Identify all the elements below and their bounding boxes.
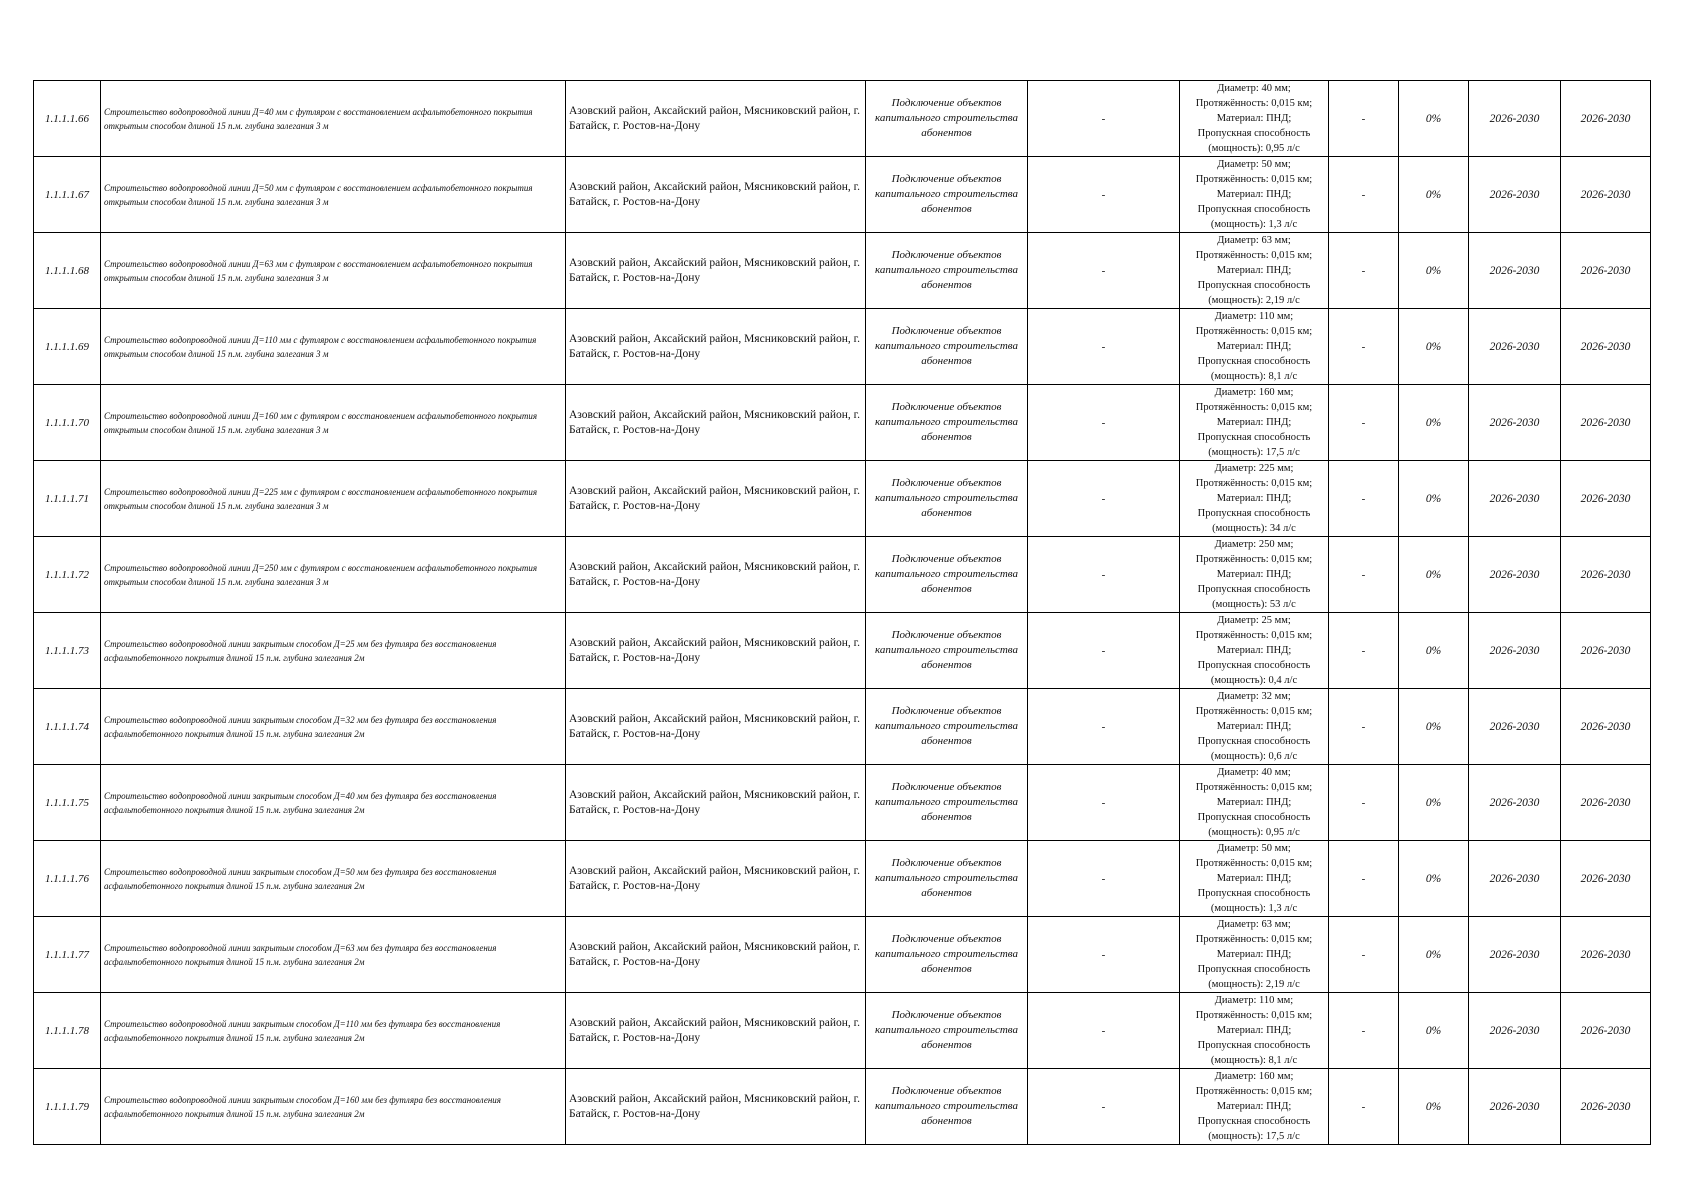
indicator-before: - — [1028, 613, 1180, 689]
spec-line: Диаметр: 63 мм; — [1217, 235, 1291, 246]
item-number: 1.1.1.1.75 — [34, 765, 101, 841]
document-page — [33, 80, 1651, 1145]
technical-specs — [1180, 1069, 1329, 1145]
spec-line: Материал: ПНД; — [1216, 645, 1292, 656]
item-number: 1.1.1.1.76 — [34, 841, 101, 917]
spec-line: Диаметр: 25 мм; — [1217, 615, 1291, 626]
measure-name: Строительство водопроводной линии Д=225 мм с футляром с восстановлением асфальтобетонного покрытия открытым способом длиной 15 п.м. глубина залегания 3 м — [101, 461, 566, 537]
indicator-value: - — [1329, 689, 1399, 765]
implementation-period-start: 2026-2030 — [1469, 233, 1561, 309]
investment-program-table — [33, 80, 1651, 1145]
indicator-before: - — [1028, 233, 1180, 309]
spec-line: Пропускная способность — [1197, 508, 1311, 519]
measure-name: Строительство водопроводной линии закрытым способом Д=25 мм без футляра без восстановления асфальтобетонного покрытия длиной 15 п.м. глубина залегания 2м — [101, 613, 566, 689]
spec-line: Диаметр: 32 мм; — [1217, 691, 1291, 702]
spec-line: Диаметр: 250 мм; — [1214, 539, 1294, 550]
technical-specs — [1180, 461, 1329, 537]
item-number: 1.1.1.1.67 — [34, 157, 101, 233]
measure-goal: Подключение объектов капитального строительства абонентов — [866, 157, 1028, 233]
measure-name: Строительство водопроводной линии закрытым способом Д=32 мм без футляра без восстановления асфальтобетонного покрытия длиной 15 п.м. глубина залегания 2м — [101, 689, 566, 765]
location: Азовский район, Аксайский район, Мясниковский район, г. Батайск, г. Ростов-на-Дону — [566, 765, 866, 841]
spec-line: Материал: ПНД; — [1216, 949, 1292, 960]
spec-line: Пропускная способность — [1197, 280, 1311, 291]
table-row — [34, 157, 1651, 233]
location: Азовский район, Аксайский район, Мясниковский район, г. Батайск, г. Ростов-на-Дону — [566, 461, 866, 537]
technical-specs — [1180, 537, 1329, 613]
spec-line: Пропускная способность — [1197, 204, 1311, 215]
indicator-before: - — [1028, 309, 1180, 385]
item-number: 1.1.1.1.73 — [34, 613, 101, 689]
completion-percent: 0% — [1399, 993, 1469, 1069]
spec-line: Пропускная способность — [1197, 128, 1311, 139]
spec-line: Материал: ПНД; — [1216, 493, 1292, 504]
item-number: 1.1.1.1.70 — [34, 385, 101, 461]
location: Азовский район, Аксайский район, Мясниковский район, г. Батайск, г. Ростов-на-Дону — [566, 689, 866, 765]
table-row — [34, 1069, 1651, 1145]
spec-line: Пропускная способность — [1197, 432, 1311, 443]
spec-line: (мощность): 1,3 л/с — [1210, 219, 1298, 230]
spec-line: Пропускная способность — [1197, 1040, 1311, 1051]
spec-line: Пропускная способность — [1197, 964, 1311, 975]
indicator-value: - — [1329, 157, 1399, 233]
spec-line: Диаметр: 225 мм; — [1214, 463, 1294, 474]
indicator-value: - — [1329, 233, 1399, 309]
measure-name: Строительство водопроводной линии Д=160 мм с футляром с восстановлением асфальтобетонного покрытия открытым способом длиной 15 п.м. глубина залегания 3 м — [101, 385, 566, 461]
technical-specs — [1180, 385, 1329, 461]
technical-specs — [1180, 233, 1329, 309]
indicator-value: - — [1329, 993, 1399, 1069]
spec-line: Протяжённость: 0,015 км; — [1195, 554, 1313, 565]
spec-line: Диаметр: 63 мм; — [1217, 919, 1291, 930]
spec-line: Материал: ПНД; — [1216, 417, 1292, 428]
spec-line: Материал: ПНД; — [1216, 265, 1292, 276]
spec-line: (мощность): 0,4 л/с — [1210, 675, 1298, 686]
spec-line: Материал: ПНД; — [1216, 113, 1292, 124]
indicator-before: - — [1028, 537, 1180, 613]
implementation-period-start: 2026-2030 — [1469, 993, 1561, 1069]
technical-specs — [1180, 157, 1329, 233]
measure-name: Строительство водопроводной линии Д=40 мм с футляром с восстановлением асфальтобетонного покрытия открытым способом длиной 15 п.м. глубина залегания 3 м — [101, 81, 566, 157]
indicator-value: - — [1329, 613, 1399, 689]
spec-line: Диаметр: 110 мм; — [1214, 311, 1294, 322]
spec-line: Диаметр: 40 мм; — [1217, 83, 1291, 94]
spec-line: Материал: ПНД; — [1216, 569, 1292, 580]
measure-goal: Подключение объектов капитального строительства абонентов — [866, 917, 1028, 993]
completion-percent: 0% — [1399, 385, 1469, 461]
item-number: 1.1.1.1.68 — [34, 233, 101, 309]
indicator-value: - — [1329, 461, 1399, 537]
spec-line: Диаметр: 160 мм; — [1214, 1071, 1294, 1082]
indicator-before: - — [1028, 917, 1180, 993]
completion-percent: 0% — [1399, 157, 1469, 233]
spec-line: Протяжённость: 0,015 км; — [1195, 326, 1313, 337]
spec-line: Материал: ПНД; — [1216, 797, 1292, 808]
spec-line: Протяжённость: 0,015 км; — [1195, 478, 1313, 489]
implementation-period-end: 2026-2030 — [1561, 841, 1651, 917]
table-row — [34, 841, 1651, 917]
measure-goal: Подключение объектов капитального строительства абонентов — [866, 993, 1028, 1069]
spec-line: Протяжённость: 0,015 км; — [1195, 174, 1313, 185]
spec-line: Материал: ПНД; — [1216, 873, 1292, 884]
measure-goal: Подключение объектов капитального строительства абонентов — [866, 233, 1028, 309]
spec-line: Материал: ПНД; — [1216, 189, 1292, 200]
item-number: 1.1.1.1.79 — [34, 1069, 101, 1145]
technical-specs — [1180, 765, 1329, 841]
implementation-period-end: 2026-2030 — [1561, 537, 1651, 613]
spec-line: (мощность): 17,5 л/с — [1208, 447, 1300, 458]
spec-line: (мощность): 2,19 л/с — [1208, 295, 1300, 306]
implementation-period-end: 2026-2030 — [1561, 1069, 1651, 1145]
spec-line: Диаметр: 160 мм; — [1214, 387, 1294, 398]
table-row — [34, 81, 1651, 157]
indicator-value: - — [1329, 841, 1399, 917]
item-number: 1.1.1.1.78 — [34, 993, 101, 1069]
spec-line: Пропускная способность — [1197, 812, 1311, 823]
implementation-period-end: 2026-2030 — [1561, 461, 1651, 537]
implementation-period-end: 2026-2030 — [1561, 157, 1651, 233]
measure-name: Строительство водопроводной линии закрытым способом Д=160 мм без футляра без восстановления асфальтобетонного покрытия длиной 15 п.м. глубина залегания 2м — [101, 1069, 566, 1145]
indicator-before: - — [1028, 765, 1180, 841]
location: Азовский район, Аксайский район, Мясниковский район, г. Батайск, г. Ростов-на-Дону — [566, 917, 866, 993]
spec-line: Протяжённость: 0,015 км; — [1195, 706, 1313, 717]
indicator-before: - — [1028, 81, 1180, 157]
spec-line: (мощность): 0,95 л/с — [1208, 827, 1300, 838]
technical-specs — [1180, 841, 1329, 917]
spec-line: Протяжённость: 0,015 км; — [1195, 858, 1313, 869]
implementation-period-start: 2026-2030 — [1469, 917, 1561, 993]
indicator-before: - — [1028, 993, 1180, 1069]
technical-specs — [1180, 917, 1329, 993]
measure-goal: Подключение объектов капитального строительства абонентов — [866, 689, 1028, 765]
location: Азовский район, Аксайский район, Мясниковский район, г. Батайск, г. Ростов-на-Дону — [566, 613, 866, 689]
completion-percent: 0% — [1399, 81, 1469, 157]
table-row — [34, 309, 1651, 385]
location: Азовский район, Аксайский район, Мясниковский район, г. Батайск, г. Ростов-на-Дону — [566, 537, 866, 613]
spec-line: Материал: ПНД; — [1216, 341, 1292, 352]
completion-percent: 0% — [1399, 309, 1469, 385]
spec-line: (мощность): 53 л/с — [1212, 599, 1296, 610]
implementation-period-start: 2026-2030 — [1469, 689, 1561, 765]
measure-goal: Подключение объектов капитального строительства абонентов — [866, 537, 1028, 613]
indicator-before: - — [1028, 385, 1180, 461]
indicator-value: - — [1329, 81, 1399, 157]
implementation-period-start: 2026-2030 — [1469, 157, 1561, 233]
indicator-before: - — [1028, 1069, 1180, 1145]
location: Азовский район, Аксайский район, Мясниковский район, г. Батайск, г. Ростов-на-Дону — [566, 1069, 866, 1145]
spec-line: (мощность): 8,1 л/с — [1210, 1055, 1298, 1066]
spec-line: Пропускная способность — [1197, 1116, 1311, 1127]
completion-percent: 0% — [1399, 689, 1469, 765]
completion-percent: 0% — [1399, 461, 1469, 537]
table-body — [34, 81, 1651, 1145]
table-row — [34, 537, 1651, 613]
spec-line: Протяжённость: 0,015 км; — [1195, 250, 1313, 261]
spec-line: (мощность): 34 л/с — [1212, 523, 1296, 534]
item-number: 1.1.1.1.77 — [34, 917, 101, 993]
spec-line: Диаметр: 40 мм; — [1217, 767, 1291, 778]
indicator-value: - — [1329, 1069, 1399, 1145]
item-number: 1.1.1.1.72 — [34, 537, 101, 613]
indicator-before: - — [1028, 461, 1180, 537]
implementation-period-end: 2026-2030 — [1561, 765, 1651, 841]
measure-name: Строительство водопроводной линии Д=50 мм с футляром с восстановлением асфальтобетонного покрытия открытым способом длиной 15 п.м. глубина залегания 3 м — [101, 157, 566, 233]
completion-percent: 0% — [1399, 537, 1469, 613]
indicator-value: - — [1329, 917, 1399, 993]
measure-goal: Подключение объектов капитального строительства абонентов — [866, 841, 1028, 917]
spec-line: Протяжённость: 0,015 км; — [1195, 934, 1313, 945]
table-row — [34, 613, 1651, 689]
table-row — [34, 385, 1651, 461]
completion-percent: 0% — [1399, 917, 1469, 993]
spec-line: Пропускная способность — [1197, 736, 1311, 747]
spec-line: Материал: ПНД; — [1216, 1101, 1292, 1112]
implementation-period-start: 2026-2030 — [1469, 841, 1561, 917]
spec-line: Диаметр: 50 мм; — [1217, 159, 1291, 170]
spec-line: (мощность): 0,6 л/с — [1210, 751, 1298, 762]
measure-goal: Подключение объектов капитального строительства абонентов — [866, 461, 1028, 537]
spec-line: Протяжённость: 0,015 км; — [1195, 1010, 1313, 1021]
technical-specs — [1180, 81, 1329, 157]
table-row — [34, 917, 1651, 993]
completion-percent: 0% — [1399, 1069, 1469, 1145]
table-row — [34, 233, 1651, 309]
measure-name: Строительство водопроводной линии закрытым способом Д=40 мм без футляра без восстановления асфальтобетонного покрытия длиной 15 п.м. глубина залегания 2м — [101, 765, 566, 841]
measure-goal: Подключение объектов капитального строительства абонентов — [866, 309, 1028, 385]
implementation-period-end: 2026-2030 — [1561, 309, 1651, 385]
item-number: 1.1.1.1.74 — [34, 689, 101, 765]
measure-goal: Подключение объектов капитального строительства абонентов — [866, 613, 1028, 689]
spec-line: Пропускная способность — [1197, 888, 1311, 899]
completion-percent: 0% — [1399, 765, 1469, 841]
implementation-period-start: 2026-2030 — [1469, 461, 1561, 537]
implementation-period-start: 2026-2030 — [1469, 81, 1561, 157]
completion-percent: 0% — [1399, 841, 1469, 917]
implementation-period-end: 2026-2030 — [1561, 233, 1651, 309]
location: Азовский район, Аксайский район, Мясниковский район, г. Батайск, г. Ростов-на-Дону — [566, 841, 866, 917]
spec-line: (мощность): 0,95 л/с — [1208, 143, 1300, 154]
spec-line: Пропускная способность — [1197, 356, 1311, 367]
indicator-value: - — [1329, 385, 1399, 461]
table-row — [34, 689, 1651, 765]
measure-name: Строительство водопроводной линии Д=63 мм с футляром с восстановлением асфальтобетонного покрытия открытым способом длиной 15 п.м. глубина залегания 3 м — [101, 233, 566, 309]
implementation-period-start: 2026-2030 — [1469, 309, 1561, 385]
measure-goal: Подключение объектов капитального строительства абонентов — [866, 765, 1028, 841]
spec-line: Пропускная способность — [1197, 660, 1311, 671]
implementation-period-end: 2026-2030 — [1561, 689, 1651, 765]
measure-goal: Подключение объектов капитального строительства абонентов — [866, 385, 1028, 461]
technical-specs — [1180, 689, 1329, 765]
table-row — [34, 461, 1651, 537]
measure-name: Строительство водопроводной линии закрытым способом Д=50 мм без футляра без восстановления асфальтобетонного покрытия длиной 15 п.м. глубина залегания 2м — [101, 841, 566, 917]
completion-percent: 0% — [1399, 613, 1469, 689]
technical-specs — [1180, 613, 1329, 689]
indicator-value: - — [1329, 309, 1399, 385]
spec-line: Материал: ПНД; — [1216, 1025, 1292, 1036]
item-number: 1.1.1.1.69 — [34, 309, 101, 385]
spec-line: Материал: ПНД; — [1216, 721, 1292, 732]
spec-line: Протяжённость: 0,015 км; — [1195, 98, 1313, 109]
implementation-period-end: 2026-2030 — [1561, 81, 1651, 157]
item-number: 1.1.1.1.71 — [34, 461, 101, 537]
spec-line: Протяжённость: 0,015 км; — [1195, 402, 1313, 413]
indicator-value: - — [1329, 765, 1399, 841]
implementation-period-end: 2026-2030 — [1561, 613, 1651, 689]
spec-line: Протяжённость: 0,015 км; — [1195, 1086, 1313, 1097]
completion-percent: 0% — [1399, 233, 1469, 309]
implementation-period-end: 2026-2030 — [1561, 385, 1651, 461]
location: Азовский район, Аксайский район, Мясниковский район, г. Батайск, г. Ростов-на-Дону — [566, 385, 866, 461]
spec-line: Протяжённость: 0,015 км; — [1195, 630, 1313, 641]
spec-line: Диаметр: 110 мм; — [1214, 995, 1294, 1006]
measure-name: Строительство водопроводной линии закрытым способом Д=63 мм без футляра без восстановления асфальтобетонного покрытия длиной 15 п.м. глубина залегания 2м — [101, 917, 566, 993]
technical-specs — [1180, 993, 1329, 1069]
implementation-period-end: 2026-2030 — [1561, 993, 1651, 1069]
indicator-before: - — [1028, 841, 1180, 917]
implementation-period-start: 2026-2030 — [1469, 613, 1561, 689]
measure-name: Строительство водопроводной линии Д=110 мм с футляром с восстановлением асфальтобетонного покрытия открытым способом длиной 15 п.м. глубина залегания 3 м — [101, 309, 566, 385]
implementation-period-end: 2026-2030 — [1561, 917, 1651, 993]
spec-line: Пропускная способность — [1197, 584, 1311, 595]
spec-line: Протяжённость: 0,015 км; — [1195, 782, 1313, 793]
implementation-period-start: 2026-2030 — [1469, 1069, 1561, 1145]
spec-line: Диаметр: 50 мм; — [1217, 843, 1291, 854]
spec-line: (мощность): 1,3 л/с — [1210, 903, 1298, 914]
technical-specs — [1180, 309, 1329, 385]
implementation-period-start: 2026-2030 — [1469, 765, 1561, 841]
location: Азовский район, Аксайский район, Мясниковский район, г. Батайск, г. Ростов-на-Дону — [566, 309, 866, 385]
spec-line: (мощность): 8,1 л/с — [1210, 371, 1298, 382]
location: Азовский район, Аксайский район, Мясниковский район, г. Батайск, г. Ростов-на-Дону — [566, 993, 866, 1069]
table-row — [34, 993, 1651, 1069]
location: Азовский район, Аксайский район, Мясниковский район, г. Батайск, г. Ростов-на-Дону — [566, 233, 866, 309]
implementation-period-start: 2026-2030 — [1469, 537, 1561, 613]
location: Азовский район, Аксайский район, Мясниковский район, г. Батайск, г. Ростов-на-Дону — [566, 157, 866, 233]
implementation-period-start: 2026-2030 — [1469, 385, 1561, 461]
measure-name: Строительство водопроводной линии закрытым способом Д=110 мм без футляра без восстановления асфальтобетонного покрытия длиной 15 п.м. глубина залегания 2м — [101, 993, 566, 1069]
indicator-value: - — [1329, 537, 1399, 613]
measure-goal: Подключение объектов капитального строительства абонентов — [866, 81, 1028, 157]
spec-line: (мощность): 17,5 л/с — [1208, 1131, 1300, 1142]
measure-goal: Подключение объектов капитального строительства абонентов — [866, 1069, 1028, 1145]
indicator-before: - — [1028, 689, 1180, 765]
table-row — [34, 765, 1651, 841]
location: Азовский район, Аксайский район, Мясниковский район, г. Батайск, г. Ростов-на-Дону — [566, 81, 866, 157]
measure-name: Строительство водопроводной линии Д=250 мм с футляром с восстановлением асфальтобетонного покрытия открытым способом длиной 15 п.м. глубина залегания 3 м — [101, 537, 566, 613]
indicator-before: - — [1028, 157, 1180, 233]
spec-line: (мощность): 2,19 л/с — [1208, 979, 1300, 990]
item-number: 1.1.1.1.66 — [34, 81, 101, 157]
